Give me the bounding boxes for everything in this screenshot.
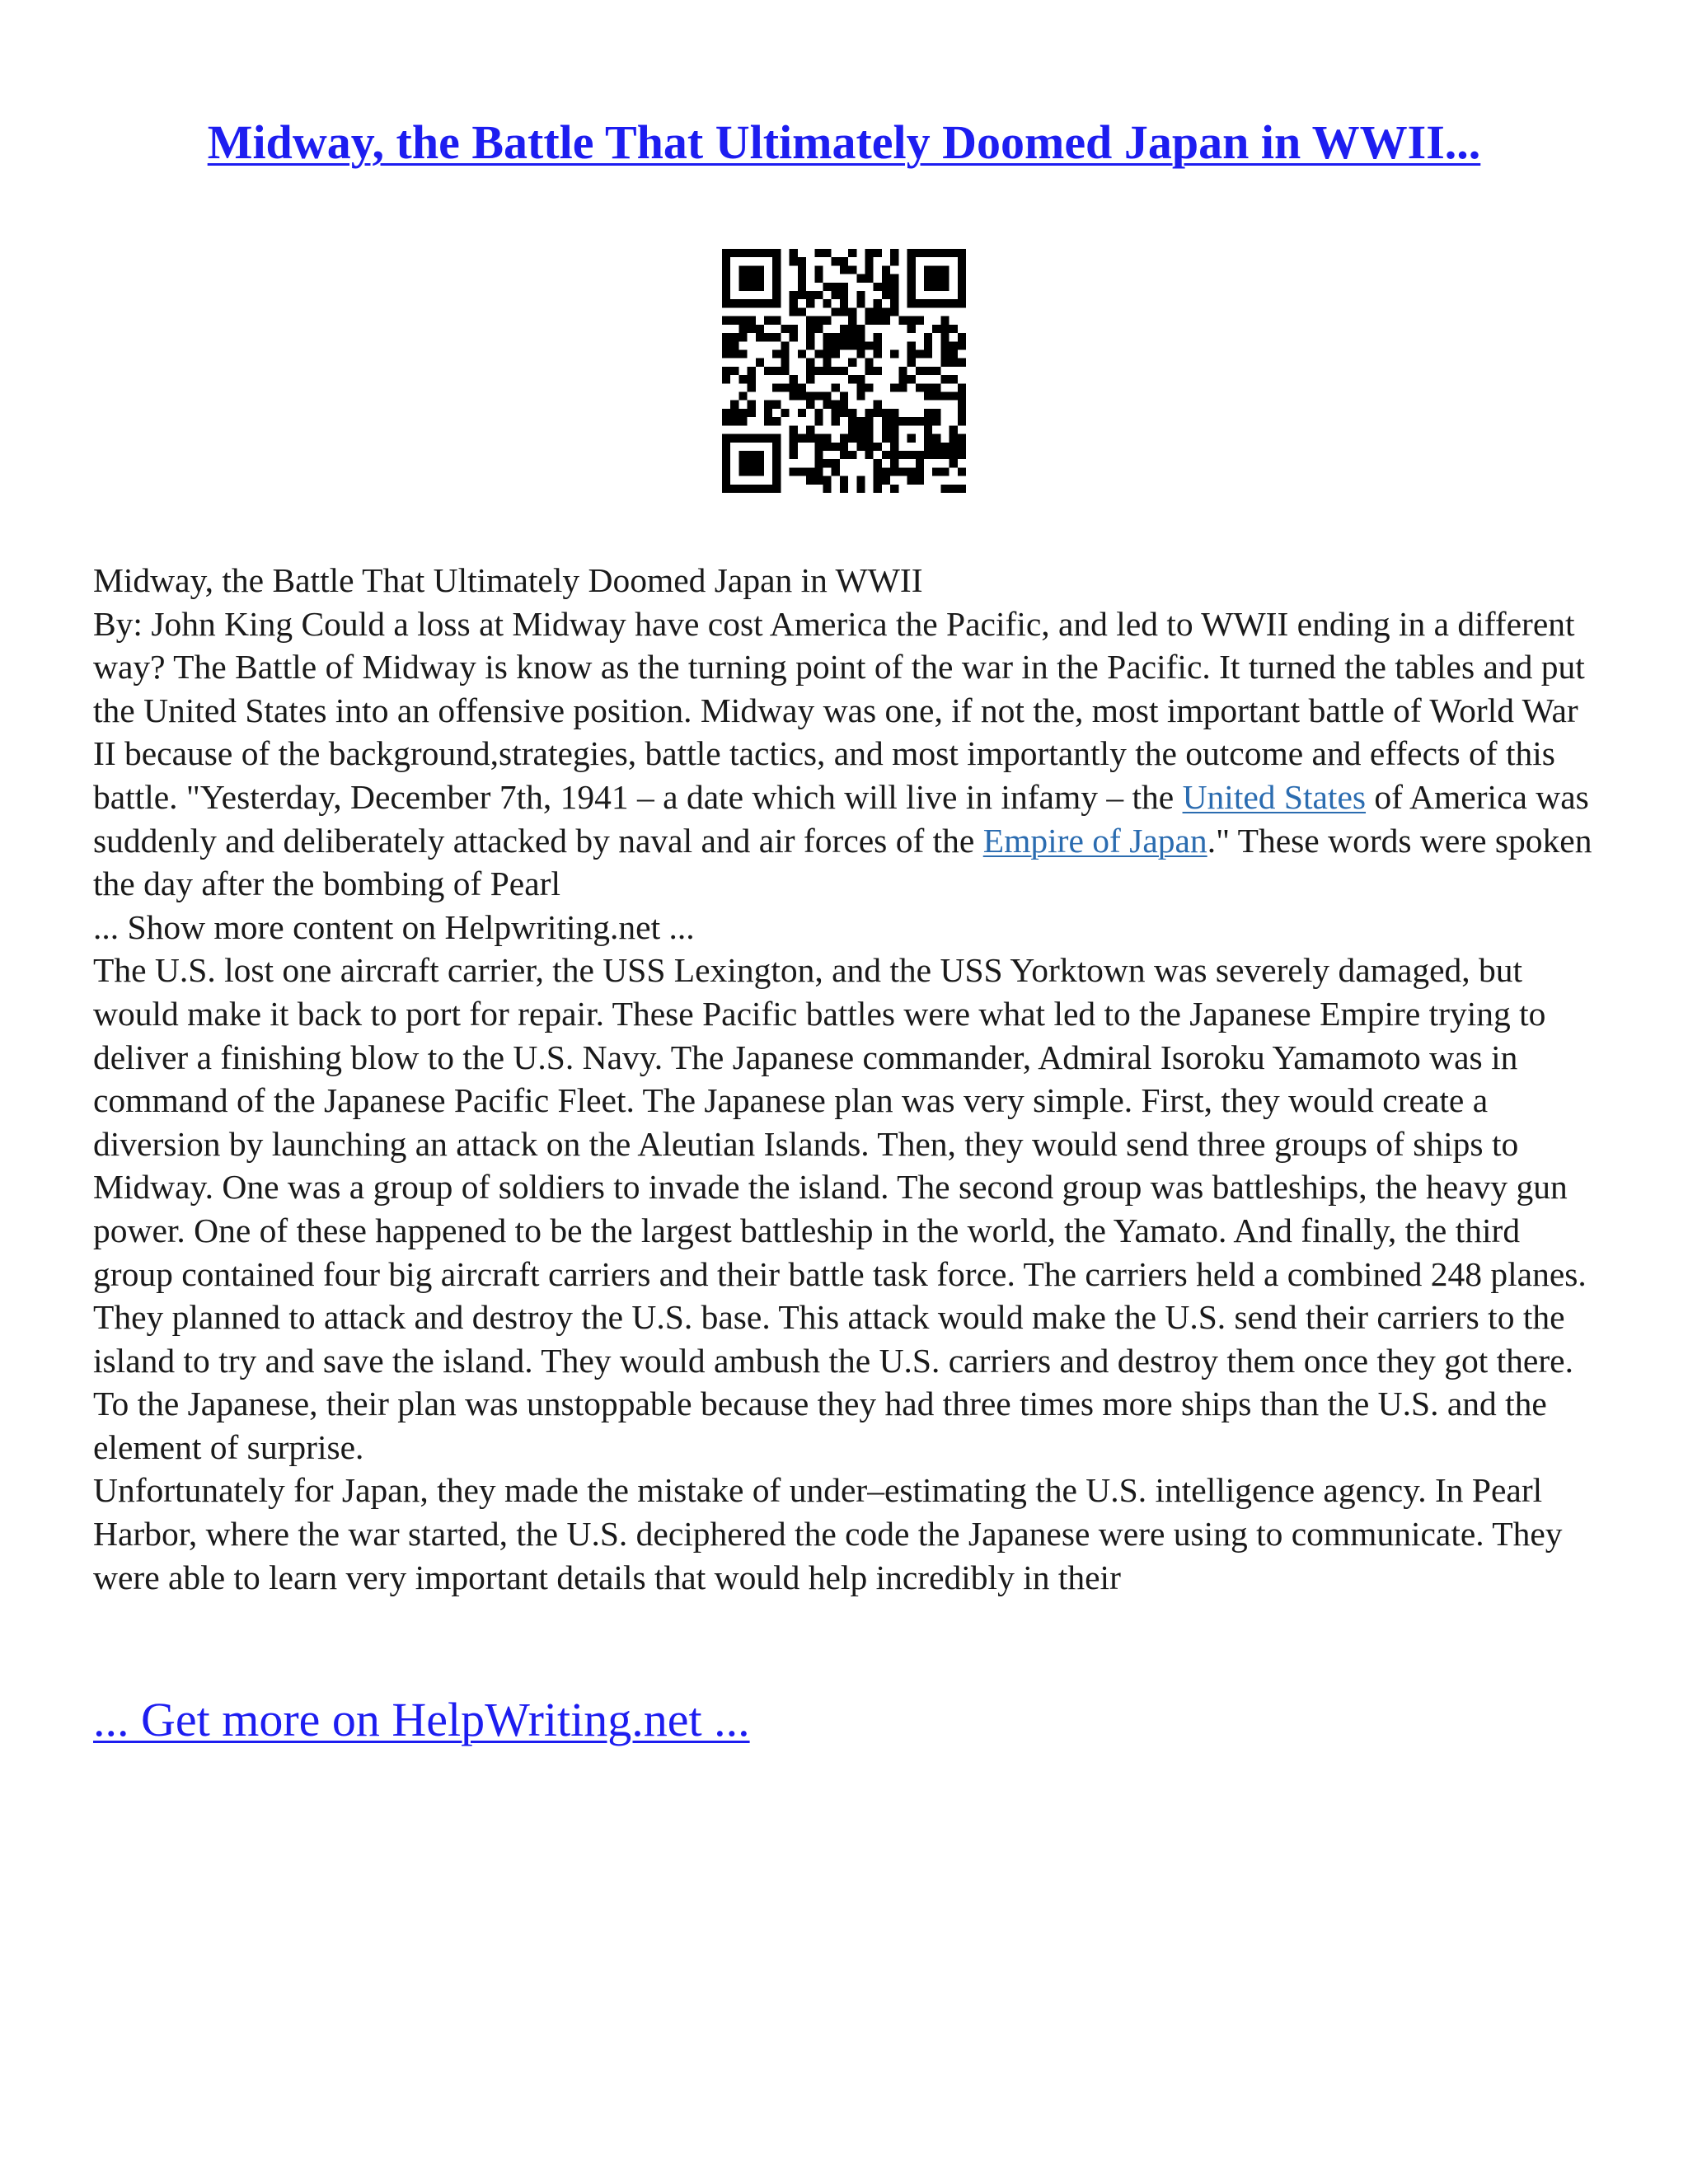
get-more-link[interactable]: ... Get more on HelpWriting.net ... <box>93 1693 750 1746</box>
article-paragraph-2: The U.S. lost one aircraft carrier, the USS Lexington, and the USS Yorktown was severely damaged, but would make it back to port for repair. These Pacific battles were what led to the Japanese Empire trying to deliver a finishing blow to the U.S. Navy. The Japanese commander, Admiral Isoroku Yamamoto was in command of the Japanese Pacific Fleet. The Japanese plan was very simple. First, they would create a diversion by launching an attack on the Aleutian Islands. Then, they would send three groups of ships to Midway. One was a group of soldiers to invade the island. The second group was battleships, the heavy gun power. One of these happened to be the largest battleship in the world, the Yamato. And finally, the third group contained four big aircraft carriers and their battle task force. The carriers held a combined 248 planes. They planned to attack and destroy the U.S. base. This attack would make the U.S. send their carriers to the island to try and save the island. They would ambush the U.S. carriers and destroy them once they got there. To the Japanese, their plan was unstoppable because they had three times more ships than the U.S. and the element of surprise. <box>93 951 1587 1466</box>
paragraph-text: of America was suddenly and deliberately attacked by naval and air forces of the <box>93 777 1589 860</box>
article-paragraph-1 <box>93 602 1601 906</box>
paragraph-text: ." These words were spoken the day after the bombing of Pearl <box>93 821 1592 903</box>
article-paragraph-3: Unfortunately for Japan, they made the mistake of under–estimating the U.S. intelligence agency. In Pearl Harbor, where the war started, the U.S. deciphered the code the Japanese were using to communicate. They were able to learn very important details that would help incredibly in their <box>93 1471 1563 1596</box>
get-more-section <box>93 1691 750 1749</box>
show-more-line: ... Show more content on Helpwriting.net ... <box>93 907 695 946</box>
article-body <box>93 559 1601 1599</box>
title-link[interactable]: Midway, the Battle That Ultimately Doomed Japan in WWII... <box>207 115 1481 169</box>
page-title <box>0 114 1688 171</box>
qr-code-graphic <box>722 249 966 493</box>
article-heading-line: Midway, the Battle That Ultimately Doomed Japan in WWII <box>93 561 923 599</box>
qr-code-icon <box>722 249 966 493</box>
empire-of-japan-link[interactable]: Empire of Japan <box>982 821 1207 860</box>
paragraph-text: By: John King Could a loss at Midway have cost America the Pacific, and led to WWII ending in a different way? The Battle of Midway is know as the turning point of the war in the Pacific. It turned the tables and put the United States into an offensive position. Midway was one, if not the, most important battle of World War II because of the background,strategies, battle tactics, and most importantly the outcome and effects of this battle. "Yesterday, December 7th, 1941 – a date which will live in infamy – the <box>93 604 1585 816</box>
united-states-link[interactable]: United States <box>1182 777 1367 816</box>
